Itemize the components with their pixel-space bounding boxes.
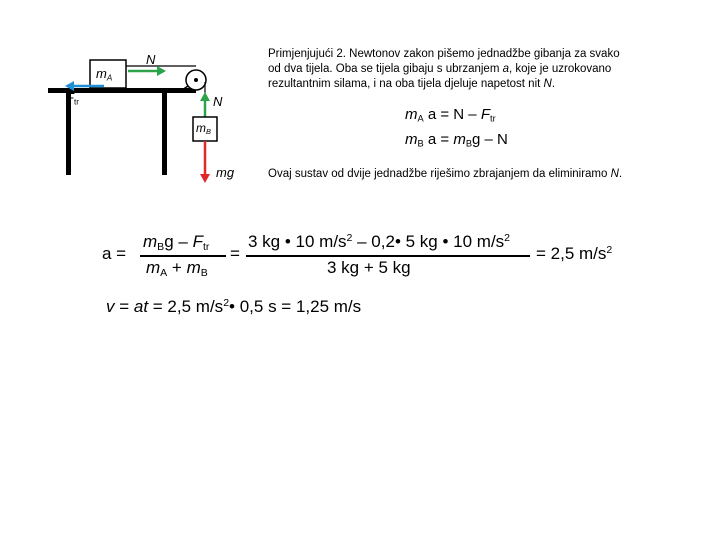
solve-text: Ovaj sustav od dvije jednadžbe riješimo zbrajanjem da eliminiramo N. (268, 168, 623, 180)
label-friction: $F_{tr}$ (66, 90, 79, 107)
intro-line-1: Primjenjujući 2. Newtonov zakon pišemo jednadžbe gibanja za svako (268, 48, 620, 60)
physics-diagram (0, 0, 260, 200)
formula-a-numeric-numerator: 3 kg • 10 $m/s^2$ – 0,2• 5 kg • 10 $m/s^2$ (248, 232, 511, 251)
formula-a-numerator: $m_Bg - F_{tr}$ (143, 232, 210, 253)
label-tension-top: N (146, 52, 156, 67)
intro-line-3: rezultantnim silama, i na oba tijela djeluje napetost nit N. (268, 78, 556, 90)
label-weight: mg (216, 165, 235, 180)
fraction-bar-1 (140, 255, 226, 257)
formula-a-equals: = (230, 244, 240, 263)
label-tension-side: N (213, 94, 223, 109)
intro-line-2: od dva tijela. Oba se tijela gibaju s ubrzanjem a, koje je uzrokovano (268, 63, 612, 75)
label-block-a: $m_A$ (96, 66, 113, 83)
equation-block-a: $m_A$ $a = N - F_{tr}$ (405, 106, 496, 124)
formula-a-denominator: $m_A + m_B$ (146, 258, 208, 279)
fraction-bar-2 (246, 255, 530, 257)
formula-a-result: = 2,5 $m/s^2$ (536, 244, 613, 263)
formula-a-numeric-denominator: 3 kg + 5 kg (327, 258, 411, 277)
formula-a-lhs: a = (102, 244, 127, 263)
formula-v: v = at = 2,5 $m/s^2•$ 0,5 s = 1,25 m/s (106, 297, 362, 316)
table-leg-right (162, 93, 167, 175)
tension-arrow-a (157, 66, 166, 76)
weight-arrow (200, 174, 210, 183)
tension-arrow-b (200, 92, 210, 101)
intro-paragraph (268, 47, 698, 92)
equation-block-b: $m_B$ $a = m_Bg - N$ (405, 131, 508, 149)
label-block-b: $m_B$ (196, 121, 211, 137)
